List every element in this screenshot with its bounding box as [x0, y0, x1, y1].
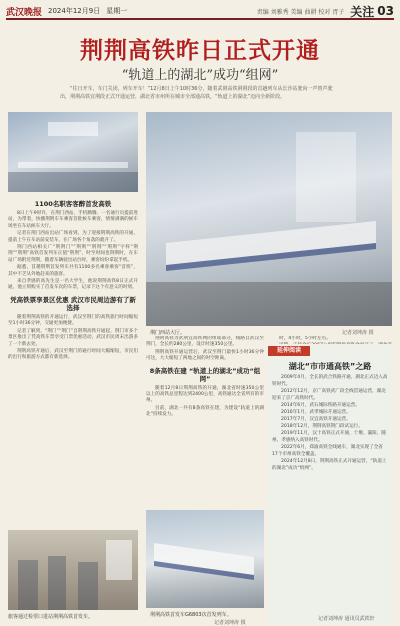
paragraph: 荆荆高铁开通后，武汉至荆门的通行时间大幅缩短，市民们的出行和旅游方式都有新选择。 — [8, 348, 138, 361]
paragraph: 随着荆荆高铁的开通运行，武汉至荆门的高铁旅行时间缩短至1小时36分钟，交通更加便捷。 — [8, 314, 138, 327]
newspaper-logo: 武汉晚报 — [6, 7, 43, 18]
sidebar-paragraph: 2022年6月，郑渝高铁全线通车，湖北实现了全省17个市州高铁全覆盖。 — [272, 445, 383, 457]
article-column-middle — [146, 336, 264, 506]
lead-paragraph: “往日开车，车门关闭，列车开车！”12月8日上午10时36分，随着武荆高铁荆荆段的首趟列车从长沙站驶向一声笛声驶出，荆荆高铁宜荆段正式开通运营，湖北省市州所在城市全部通高铁，“轨道上的湖北”迈向全新阶段。 — [60, 86, 333, 100]
paragraph: 荆荆高铁开通运营后，武汉至荆门最快1小时36分钟可达，大大缩短了两地之间的时空距离。 — [146, 349, 264, 362]
section-title-tourism: 凭高铁票享景区优惠 武汉市民周边游有了新选择 — [10, 295, 136, 312]
paragraph: 记者了解到，“荆门”“荆门”自荆荆高铁开通起，荆门市多个景区推出了凭高铁车票享受门票优惠活动，武汉市民周末出游多了一个新去处。 — [8, 328, 138, 347]
sidebar-paragraph: 2018年12月，荆荆高铁荆门段试运行。 — [281, 424, 363, 429]
sidebar-text — [272, 374, 388, 472]
paragraph: 荆荆高铁为武荆宜高铁网的组成部分，线路自武汉至荆门，全长约280公里，设计时速350公里。 — [146, 336, 264, 348]
sidebar-paragraph: 2019年11月，汉十高铁正式开通，十堰、襄阳、随州、孝感纳入高铁时代。 — [272, 431, 386, 443]
sidebar-paragraph: 2009年4月，全长的武合铁路开通，湖北正式迈入高铁时代。 — [272, 375, 388, 387]
masthead — [6, 4, 394, 20]
headline: 荆荆高铁昨日正式开通 — [80, 38, 320, 64]
photo-caption-passengers: 旅客通过检票口进站荆荆高铁首发车。 — [8, 614, 94, 620]
editors-line: 责编 刘雅秀 美编 曲耕 校对 胥子 — [256, 8, 345, 16]
sidebar-paragraph: 2014年6月，武石城际铁路开通运营。 — [281, 403, 360, 408]
paragraph: 8日上午9时许，在荆门西站，手机腾腾、一名通行员提前进站，为带着，快播荆荆车车乘客首批候车乘客，情情满满的候车场坐在车站候车大厅。 — [8, 211, 138, 229]
photo-credit-train: 记者刘坤涛 摄 — [214, 620, 246, 626]
section-name: 关注 — [350, 4, 375, 19]
photo-caption-station: 荆门西站大厅。 — [150, 330, 186, 336]
subheadline: “轨道上的湖北”成功“组网” — [121, 68, 279, 83]
photo-caption-train: 荆荆高铁首发车G6803次首发列车。 — [150, 612, 232, 618]
paragraph: 据悉，首趟荆荆首发列车共有1100多名乘客乘客“首班”，其中不乏从外地赶来的旅客。 — [8, 265, 138, 277]
section-title-first-train: 1100名职客客醉首发高铁 — [34, 200, 112, 208]
issue-date: 2024年12月9日 — [48, 7, 101, 15]
sidebar-paragraph: 2016年1月，武孝城际开通运营。 — [281, 410, 351, 415]
paragraph: 时，4小时，5小时左右。 — [279, 336, 331, 341]
sidebar-credit: 记者刘坤涛 通讯员武铁轩 — [318, 616, 375, 622]
article-column-left — [8, 196, 138, 526]
photo-train-platform — [146, 112, 392, 326]
sidebar-paragraph: 2017年7月，汉宜高铁开通运营。 — [281, 417, 351, 422]
paragraph: 随着12月8日荆荆高铁的开通，湖北省时速350公里以上的高铁总里程达到2400公里，高铁通达全省所有的市州。 — [146, 385, 264, 404]
paragraph: 目前，湖北一共有8条高铁在建，为建设“轨道上的湖北”持续发力。 — [146, 405, 264, 418]
section-title-network: 8条高铁在建 “轨道上的湖北”成功“组网” — [149, 366, 261, 383]
paragraph: 来自孝感的高先生是一名大学生，他说荆荆高铁8日正式开通，他立刻购买了首发车次的车票，记录下这个有意义的时刻。 — [8, 279, 138, 291]
sidebar-paragraph: 2012年12月，京广高铁武广段全线贯通运营，湖北迎来了京广高铁时代。 — [272, 389, 386, 401]
sidebar-tab: 延伸阅读 — [268, 346, 310, 356]
paragraph — [270, 343, 392, 344]
sidebar-paragraph: 2024年12月8日，荆荆高铁正式开通运营，“轨道上的湖北”成功“组网”。 — [272, 459, 387, 471]
sidebar-title: 湖北“市市通高铁”之路 — [288, 362, 372, 371]
photo-credit-station: 记者刘坤涛 摄 — [342, 330, 374, 336]
photo-passengers-boarding — [8, 530, 138, 610]
issue-weekday: 星期一 — [106, 7, 128, 15]
page-number: 03 — [377, 4, 394, 18]
article-column-right — [270, 336, 392, 344]
paragraph: 记者在荆门西站出站广场看到，为了迎接荆荆高铁的开通，提前上午在车站前安装车，在广场各个角落的就开了。 — [8, 231, 138, 243]
photo-train-exterior — [146, 510, 264, 608]
paragraph: 荆门西站相关广“荆荆门”“荆荆”“荆荆”“荆荆”字样“荆荆”“荆荆”高铁首发列车正值“荆荆”，时至时间也荆荆时，在车站广场附近荆荆，随着车辆驶出站台时，乘客纷纷拿起手机。 — [8, 245, 138, 263]
photo-station-hall — [8, 112, 138, 192]
